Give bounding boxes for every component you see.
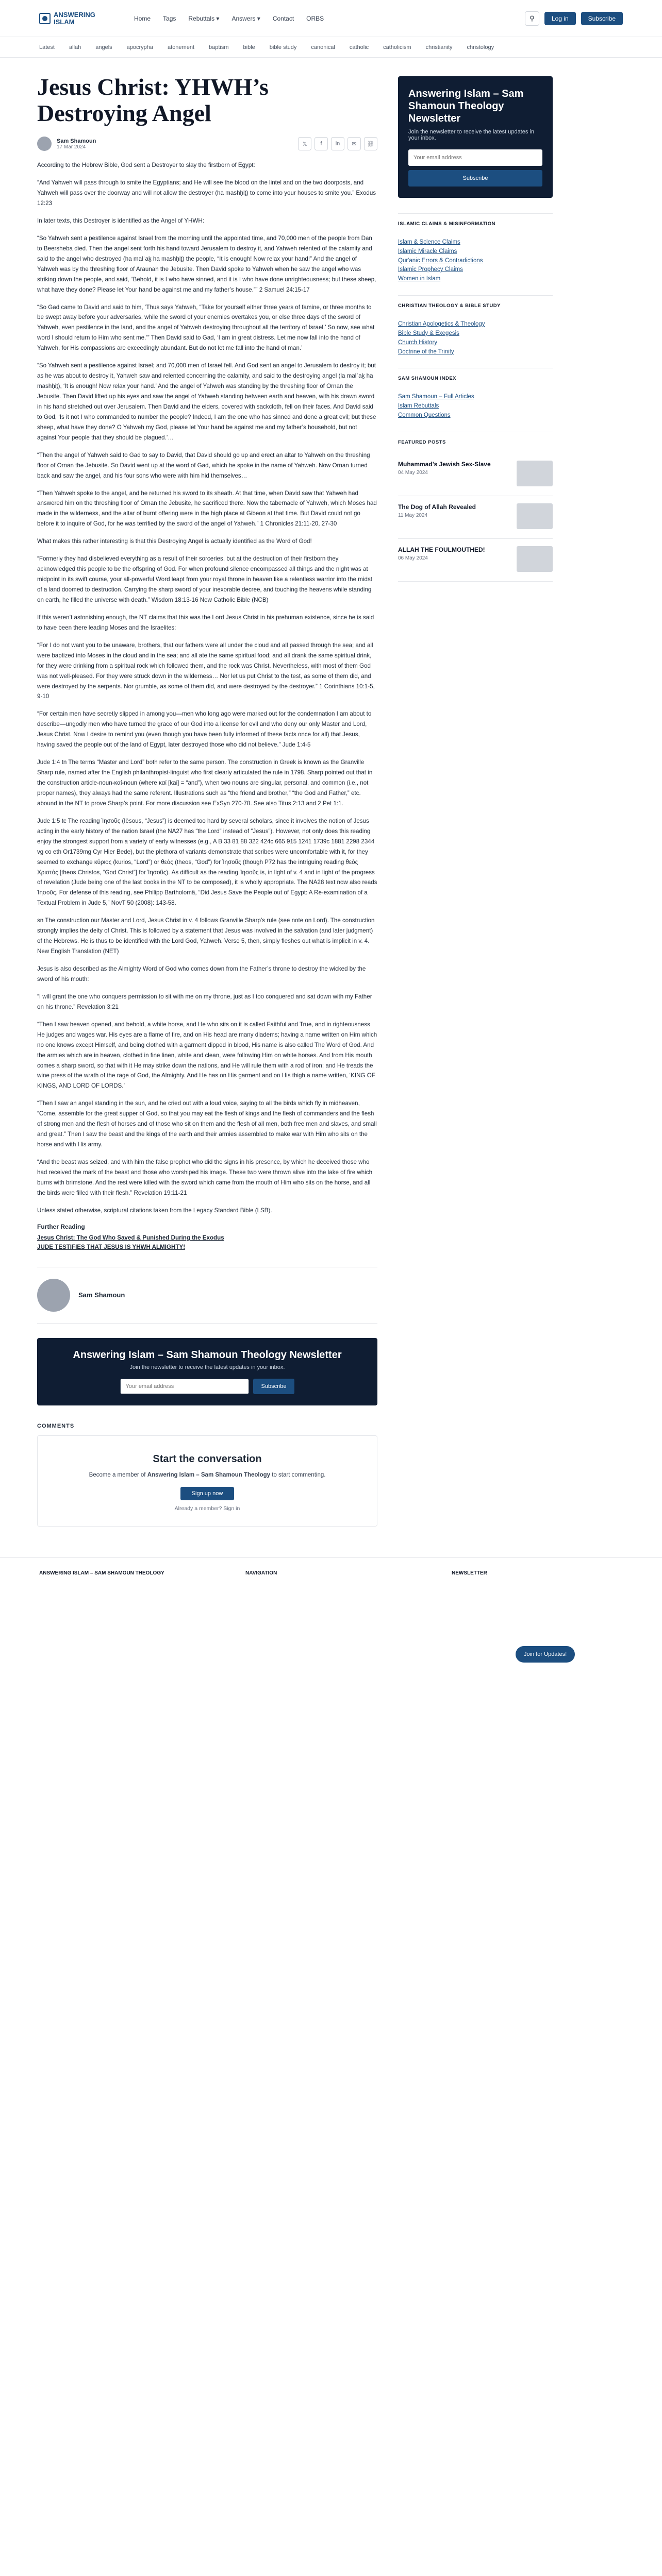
paragraph: According to the Hebrew Bible, God sent a Destroyer to slay the firstborn of Egypt: [37,162,255,169]
sidebar-link[interactable]: Islamic Miracle Claims [398,248,457,255]
tag-link[interactable]: baptism [209,44,229,50]
sidebar-link[interactable]: Islamic Prophecy Claims [398,266,463,273]
sidebar-link[interactable]: Sam Shamoun – Full Articles [398,394,474,400]
paragraph: Jesus is also described as the Almighty Word of God who comes down from the Father’s throne to destroy the wicked by the sword of his mouth: [37,965,366,982]
further-reading-link[interactable]: JUDE TESTIFIES THAT JESUS IS YHWH ALMIGHTY! [37,1244,186,1251]
link-icon[interactable]: ⛓ [364,137,377,150]
login-button[interactable]: Log in [544,12,576,25]
paragraph: “Then the angel of Yahweh said to Gad to say to David, that David should go up and erect an altar to Yahweh on the threshing floor of Ornan the Jebusite. So David went up at the word of Gad, which he spoke in the name of Yahweh. Now Ornan turned back and saw the angel, and his four sons who were with him hid themselves… [37,451,370,479]
sidebar-subscribe-button[interactable]: Subscribe [408,170,542,187]
publish-date: 17 Mar 2024 [57,144,86,150]
article-main [37,58,377,1557]
featured-post-title[interactable]: Muhammad’s Jewish Sex-Slave [398,460,491,468]
tag-link[interactable]: atonement [168,44,194,50]
logo-icon [39,13,51,24]
featured-post-thumbnail[interactable] [517,546,553,572]
sidebar-newsletter-title: Answering Islam – Sam Shamoun Theology Newsletter [408,88,524,124]
main-nav [134,15,525,22]
tag-link[interactable]: Latest [39,44,55,50]
newsletter-title: Answering Islam – Sam Shamoun Theology Newsletter [73,1349,342,1361]
comments-site-name: Answering Islam – Sam Shamoun Theology [147,1471,271,1478]
paragraph: “Then I saw an angel standing in the sun, and he cried out with a loud voice, saying to all the birds which fly in midheaven, “Come, assemble for the great supper of God, so that you may eat the flesh of kings and the flesh of commanders and the flesh of strong men and the flesh of horses and of those who sit on them and the flesh of all men, both free men and slaves, and small and great.” Then I saw the beast and the kings of the earth and their armies assembled to make war with Him who sits on the horse and with His army. [37,1100,377,1148]
share-buttons [298,137,377,150]
nav-contact[interactable]: Contact [272,14,294,22]
comments-label: COMMENTS [37,1422,75,1429]
author-name[interactable]: Sam Shamoun [57,138,96,144]
featured-posts [398,432,553,582]
sidebar-link[interactable]: Women in Islam [398,276,441,282]
author-avatar-large[interactable] [37,1279,70,1312]
further-reading-heading: Further Reading [37,1223,85,1230]
sidebar-link[interactable]: Common Questions [398,412,451,418]
paragraph: “Then Yahweh spoke to the angel, and he returned his sword to its sheath. At that time, when David saw that Yahweh had answered him on the threshing floor of Ornan the Jebusite, he sacrificed there. Now the tabernacle of Yahweh, which Moses had made in the wilderness, and the altar of burnt offering were in the high place at Gibeon at that time. But David could not go before it to inquire of God, for he was terrified by the sword of the angel of Yahweh.” 1 Chronicles 21:11-20, 27-30 [37,489,377,528]
nav-tags[interactable]: Tags [163,14,176,22]
tag-bar [0,37,662,58]
paragraph: “For certain men have secretly slipped in among you—men who long ago were marked out for the condemnation I am about to describe—ungodly men who have turned the grace of our God into a license for evil and who deny our only Master and Lord, Jesus Christ. Now I desire to remind you (even though you have been fully informed of these facts once for all) that Jesus, having saved the people out of the land of Egypt, later destroyed those who did not believe.” Jude 1:4-5 [37,710,372,749]
featured-post-date: 04 May 2024 [398,469,428,476]
paragraph: “And the beast was seized, and with him the false prophet who did the signs in his presence, by which he deceived those who had received the mark of the beast and those who worshiped his image. These two were thrown alive into the lake of fire which burns with brimstone. And the rest were killed with the sword which came from the mouth of Him who sits on the horse, and all the birds were filled with their flesh.” Revelation 19:11-21 [37,1159,373,1196]
comments-box [37,1435,377,1527]
logo-line-2: ISLAM [54,18,75,26]
author-avatar[interactable] [37,137,52,151]
footer-navigation-heading: NAVIGATION [245,1570,277,1577]
paragraph: “So Yahweh sent a pestilence against Israel; and 70,000 men of Israel fell. And God sent an angel to Jerusalem to destroy it; but as he was about to destroy it, Yahweh saw and relented concerning the calamity, and said to the destroying angel (la malʾaḵ ha mashḥiṯ), ‘It is enough! Now relax your hand.’ And the angel of Yahweh was standing by the threshing floor of Ornan the Jebusite. Then David lifted up his eyes and saw the angel of Yahweh standing between earth and heaven, with his drawn sword in his hand stretched out over Jerusalem. Then David and the elders, covered with sackcloth, fell on their faces. And David said to God, ‘Is it not I who commanded to number the people? Indeed, I am the one who has sinned and done a great evil; but these sheep, what have they done? O Yahweh my God, please let Your hand be against me and my father’s household, but not against Your people that they should be plagued.’… [37,362,376,441]
sidebar-link[interactable]: Qur'anic Errors & Contradictions [398,257,483,264]
newsletter-banner [37,1338,377,1405]
sidebar-section-title: CHRISTIAN THEOLOGY & BIBLE STUDY [398,303,501,309]
twitter-icon[interactable]: 𝕏 [298,137,311,150]
sidebar-section-index [398,368,553,431]
newsletter-subtitle: Join the newsletter to receive the latest updates in your inbox. [129,1364,285,1370]
tag-link[interactable]: christianity [425,44,453,50]
email-icon[interactable]: ✉ [347,137,361,150]
paragraph: Unless stated otherwise, scriptural citations taken from the Legacy Standard Bible (LSB). [37,1207,272,1214]
sidebar-section-christian-theology [398,295,553,368]
sidebar-link[interactable]: Islam & Science Claims [398,239,460,245]
tag-link[interactable]: canonical [311,44,335,50]
sidebar-link[interactable]: Church History [398,339,438,346]
author-box-name[interactable]: Sam Shamoun [78,1291,125,1299]
page-container [0,58,662,1557]
sidebar-link[interactable]: Christian Apologetics & Theology [398,321,485,328]
paragraph: “And Yahweh will pass through to smite the Egyptians; and He will see the blood on the lintel and on the two doorposts, and Yahweh will pass over the doorway and will not allow the destroyer (ha mashḥiṯ) to come into your houses to smite you.” Exodus 12:23 [37,179,376,207]
footer-brand: ANSWERING ISLAM – SAM SHAMOUN THEOLOGY [39,1570,164,1577]
sidebar-link[interactable]: Bible Study & Exegesis [398,330,459,336]
nav-rebuttals[interactable]: Rebuttals ▾ [188,14,220,22]
featured-post[interactable] [398,539,553,582]
featured-post[interactable] [398,453,553,496]
paragraph: If this weren’t astonishing enough, the NT claims that this was the Lord Jesus Christ in his prehuman existence, since he is said to have been there leading Moses and the Israelites: [37,614,374,631]
featured-post-title[interactable]: ALLAH THE FOULMOUTHED! [398,546,485,553]
comments-title: Start the conversation [153,1453,262,1465]
signin-link[interactable]: Already a member? Sign in [174,1505,240,1512]
tag-link[interactable]: allah [69,44,81,50]
site-logo[interactable] [39,11,101,25]
tag-link[interactable]: christology [467,44,494,50]
featured-post-thumbnail[interactable] [517,461,553,486]
tag-link[interactable]: bible [243,44,255,50]
signup-button[interactable]: Sign up now [180,1487,235,1500]
sidebar [398,58,553,1557]
join-updates-floating-button[interactable]: Join for Updates! [516,1646,575,1663]
paragraph: Jude 1:4 tn The terms “Master and Lord” both refer to the same person. The construction in Greek is known as the Granville Sharp rule, named after the English philanthropist-linguist who first clearly articulated the rule in 1798. Sharp pointed out that in the construction article-noun-καί-noun (where καί [kai] = “and”), when two nouns are singular, personal, and common (i.e., not proper names), they always had the same referent. Illustrations such as “the friend and brother,” “the God and Father,” etc. abound in the NT to prove Sharp’s point. For more discussion see ExSyn 270-78. See also Titus 2:13 and 2 Pet 1:1. [37,759,373,807]
site-footer [0,1557,662,1588]
newsletter-email-input[interactable] [120,1379,249,1394]
paragraph: sn The construction our Master and Lord, Jesus Christ in v. 4 follows Granville Sharp’s rule (see note on Lord). The construction strongly implies the deity of Christ. This is followed by a statement that Jesus was involved in the salvation (and later judgment) of the Hebrews. He is thus to be identified with the Lord God, Yahweh. Verse 5, then, simply fleshes out what is implicit in v. 4. New English Translation (NET) [37,917,375,955]
sidebar-link[interactable]: Doctrine of the Trinity [398,348,454,355]
comments-text-pre: Become a member of [89,1471,147,1478]
sidebar-section-title: SAM SHAMOUN INDEX [398,376,457,382]
sidebar-newsletter [398,76,553,198]
tag-link[interactable]: apocrypha [126,44,154,50]
paragraph: “Then I saw heaven opened, and behold, a white horse, and He who sits on it is called Faithful and True, and in righteousness He judges and wages war. His eyes are a flame of fire, and on His head are many diadems; having a name written on Him which no one knows except Himself, and being clothed with a garment dipped in blood, His name is also called The Word of God. And the armies which are in heaven, clothed in fine linen, white and clean, were following Him on white horses. And from His mouth comes a sharp sword, so that with it He may strike down the nations, and He will rule them with a rod of iron; and He treads the wine press of the wrath of the rage of God, the Almighty. And He has on His garment and on His thigh a name written, ‘KING OF KINGS, AND LORD OF LORDS.’ [37,1021,377,1090]
facebook-icon[interactable]: f [315,137,328,150]
author-box [37,1267,377,1324]
featured-post-thumbnail[interactable] [517,503,553,529]
featured-label: FEATURED POSTS [398,439,446,445]
sidebar-newsletter-subtitle: Join the newsletter to receive the latest updates in your inbox. [408,129,534,141]
paragraph: What makes this rather interesting is that this Destroying Angel is actually identified as the Word of God! [37,538,312,545]
logo-line-1: ANSWERING [54,10,95,19]
nav-answers[interactable]: Answers ▾ [231,14,260,22]
tag-link[interactable]: bible study [269,44,297,50]
sidebar-link[interactable]: Islam Rebuttals [398,403,439,410]
further-reading [37,1223,377,1252]
article-title: Jesus Christ: YHWH’s Destroying Angel [37,74,269,126]
paragraph: “For I do not want you to be unaware, brothers, that our fathers were all under the cloud and all passed through the sea; and all were baptized into Moses in the cloud and in the sea; and all ate the same spiritual food; and all drank the same spiritual drink, for they were drinking from a spiritual rock which followed them, and the rock was Christ. Nevertheless, with most of them God was not well-pleased. For they were struck down in the wilderness… Nor let us put Christ to the test, as some of them did, and were destroyed by the serpents. Nor grumble, as some of them did, and were destroyed by the destroyer.” 1 Corinthians 10:1-5, 9-10 [37,641,375,700]
linkedin-icon[interactable]: in [331,137,344,150]
tag-link[interactable]: catholicism [383,44,411,50]
byline [37,137,377,151]
featured-post[interactable] [398,496,553,539]
paragraph: “So Gad came to David and said to him, ‘Thus says Yahweh, “Take for yourself either three years of famine, or three months to be swept away before your adversaries, while the sword of your enemies overtakes you, or else three days of the sword of Yahweh, even pestilence in the land, and the angel of Yahweh destroying throughout all the territory of Israel.’ So now, see what word I should return to Him who sent me.’” Then David said to Gad, ‘I am in great distress. Let me now fall into the hand of Yahweh, for His compassions are exceedingly abundant. But do not let me fall into the hand of man.’ [37,303,375,352]
paragraph: “Formerly they had disbelieved everything as a result of their sorceries, but at the destruction of their firstborn they acknowledged this people to be the offspring of God. For when profound silence encompassed all things and the night was at midpoint in its swift course, your all-powerful Word leapt from your royal throne in heaven like a relentless warrior into the midst of a land doomed to destruction. Carrying the sharp sword of your inexorable decree, and touching the heavens while standing on earth, he filled the universe with death.” Wisdom 18:13-16 New Catholic Bible (NCB) [37,555,372,603]
search-icon[interactable]: ⚲ [525,11,539,26]
comments-text-post: to start commenting. [270,1471,326,1478]
sidebar-section-islamic-claims [398,213,553,295]
top-navigation-bar [0,0,662,37]
paragraph: “I will grant the one who conquers permission to sit with me on my throne, just as I too conquered and sat down with my Father on his throne.” Revelation 3:21 [37,993,372,1010]
sidebar-section-title: ISLAMIC CLAIMS & MISINFORMATION [398,221,495,227]
tag-link[interactable]: catholic [349,44,369,50]
tag-link[interactable]: angels [95,44,112,50]
paragraph: Jude 1:5 tc The reading Ἰησοῦς (Iēsous, “Jesus”) is deemed too hard by several scholars, since it involves the notion of Jesus acting in the early history of the nation Israel (the NA27 has “the Lord” instead of “Jesus”). However, not only does this reading enjoy the strongest support from a variety of early witnesses (e.g., A B 33 81 88 322 424c 665 915 1241 1739c 1881 2298 2344 vg co eth Or1739mg Cyr Hier Bede), but the plethora of variants demonstrate that scribes were uncomfortable with it, for they seemed to exchange κύριος (kurios, “Lord”) or θεός (theos, “God”) for Ἰησοῦς (though P72 has the intriguing reading θεὸς Χριστός [theos Christos, “God Christ”] for Ἰησοῦς). As difficult as the reading Ἰησοῦς is, in light of v. 4 and in light of the progress of revelation (Jude being one of the last books in the NT to be composed), it is wholly appropriate. The NA28 text now also reads Ἰησοῦς. For defense of this reading, see Philipp Bartholomä, “Did Jesus Save the People out of Egypt: A Re-examination of a Textual Problem in Jude 5,” NovT 50 (2008): 143-58. [37,817,377,907]
subscribe-button[interactable]: Subscribe [581,12,623,25]
footer-newsletter-heading: NEWSLETTER [452,1570,487,1577]
sidebar-email-input[interactable] [408,149,542,166]
featured-post-title[interactable]: The Dog of Allah Revealed [398,503,476,511]
nav-home[interactable]: Home [134,14,151,22]
article-body [37,160,377,1216]
paragraph: “So Yahweh sent a pestilence against Israel from the morning until the appointed time, and 70,000 men of the people from Dan to Beersheba died. Then the angel sent forth his hand toward Jerusalem to destroy it, and Yahweh relented of the calamity and said to the angel who destroyed (ha malʾaḵ ha mashḥiṯ) the people, “It is enough! Now relax your hand!” And the angel of Yahweh was by the threshing floor of Araunah the Jebusite. Then David spoke to Yahweh when he saw the angel who was striking down the people, and said, “Behold, it is I who have sinned, and it is I who have done unrighteousness; but these sheep, what have they done? Please let Your hand be against me and my father’s house.”” 2 Samuel 24:15-17 [37,234,376,293]
paragraph: In later texts, this Destroyer is identified as the Angel of YHWH: [37,217,204,224]
nav-orbs[interactable]: ORBS [306,14,324,22]
featured-post-date: 06 May 2024 [398,555,428,561]
further-reading-link[interactable]: Jesus Christ: The God Who Saved & Punished During the Exodus [37,1234,224,1241]
newsletter-subscribe-button[interactable]: Subscribe [253,1379,295,1394]
featured-post-date: 11 May 2024 [398,512,428,518]
